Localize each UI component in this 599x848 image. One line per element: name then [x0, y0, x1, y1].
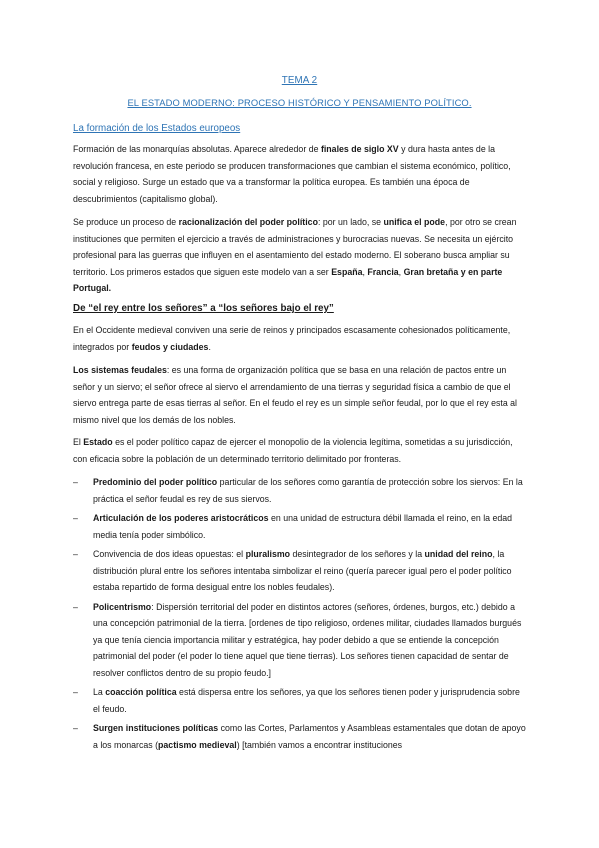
document-subtitle: EL ESTADO MODERNO: PROCESO HISTÓRICO Y PENSAMIENTO POLÍTICO. [127, 97, 472, 108]
list-item: – La coacción política está dispersa entre los señores, ya que los señores tienen poder y jurisprudencia sobre el feudo. [73, 684, 528, 717]
feudal-characteristics-list [73, 474, 528, 756]
list-item: – Articulación de los poderes aristocráticos en una unidad de estructura débil llamada el reino, en la edad media tenía poder simbólico. [73, 510, 528, 543]
paragraph-sistemas-feudales: Los sistemas feudales: es una forma de organización política que se basa en una relación de pactos entre un señor y un siervo; el señor ofrece al siervo el arrendamiento de una tierras y seguridad física a cambio de que el siervo entrega parte de esas tierras al señor. En el feudo el rey es un simple señor feudal, por lo que el rey esta al mismo nivel que los demás de los nobles. [73, 365, 518, 425]
bullet-dash: – [73, 513, 78, 523]
section-heading-rey-senores: De “el rey entre los señores” a “los señores bajo el rey” [73, 303, 334, 314]
list-item: – Policentrismo: Dispersión territorial del poder en distintos actores (señores, órdenes, burgos, etc.) debido a una concepción patrimonial de la tierra. [ordenes de tipo religioso, ordenes militar, ciudades llamados burgués ya que tenía ciencia importancia militar y estratégica, hay poder debido a que se entiende la concepción patrimonial del poder (el poder lo tiene aquel que tiene tierras). Los señores tienen capacidad de sentar de resolver conflictos dentro de su propio feudo.] [73, 599, 528, 682]
paragraph-estado: El Estado es el poder político capaz de ejercer el monopolio de la violencia legítima, sometidas a su jurisdicción, con eficacia sobre la población de un determinado territorio delimitado por fronteras. [73, 437, 513, 464]
list-item: – Surgen instituciones políticas como las Cortes, Parlamentos y Asambleas estamentales que dotan de apoyo a los monarcas (pactismo medieval) [también vamos a encontrar instituciones [73, 720, 528, 753]
bullet-dash: – [73, 477, 78, 487]
bullet-dash: – [73, 549, 78, 559]
paragraph-racionalizacion: Se produce un proceso de racionalización del poder político: por un lado, se unifica el pode, por otro se crean instituciones que permiten el ejercicio a través de administraciones y burocracias nuevas. Se necesita un ejército profesional para las guerras que influyen en el asentamiento del estado moderno. El soberano busca ampliar su territorio. Los primeros estados que siguen este modelo van a ser España, Francia, Gran bretaña y en parte Portugal. [73, 217, 517, 293]
document-tema: TEMA 2 [281, 75, 318, 86]
bullet-dash: – [73, 601, 78, 612]
paragraph-occidente-medieval: En el Occidente medieval conviven una serie de reinos y principados escasamente cohesionados políticamente, integrados por feudos y ciudades. [73, 325, 511, 352]
paragraph-monarquias: Formación de las monarquías absolutas. Aparece alrededor de finales de siglo XV y dura hasta antes de la revolución francesa, en este periodo se producen transformaciones que cambian el sistema económico, político, social y religioso. Surge un estado que va a transformar la política europea. Es también una época de descubrimientos (capitalismo global). [73, 144, 511, 204]
section-heading-formacion: La formación de los Estados europeos [73, 123, 241, 134]
bullet-dash: – [73, 723, 78, 733]
list-item: – Predominio del poder político particular de los señores como garantía de protección sobre los siervos: En la práctica el señor feudal es rey de sus siervos. [73, 474, 528, 507]
bullet-dash: – [73, 687, 78, 697]
list-item: – Convivencia de dos ideas opuestas: el pluralismo desintegrador de los señores y la unidad del reino, la distribución plural entre los señores intentaba simbolizar el reino (quería parecer igual pero el poder político estaba repartido de forma desigual entre los nobles feudales). [73, 546, 528, 596]
